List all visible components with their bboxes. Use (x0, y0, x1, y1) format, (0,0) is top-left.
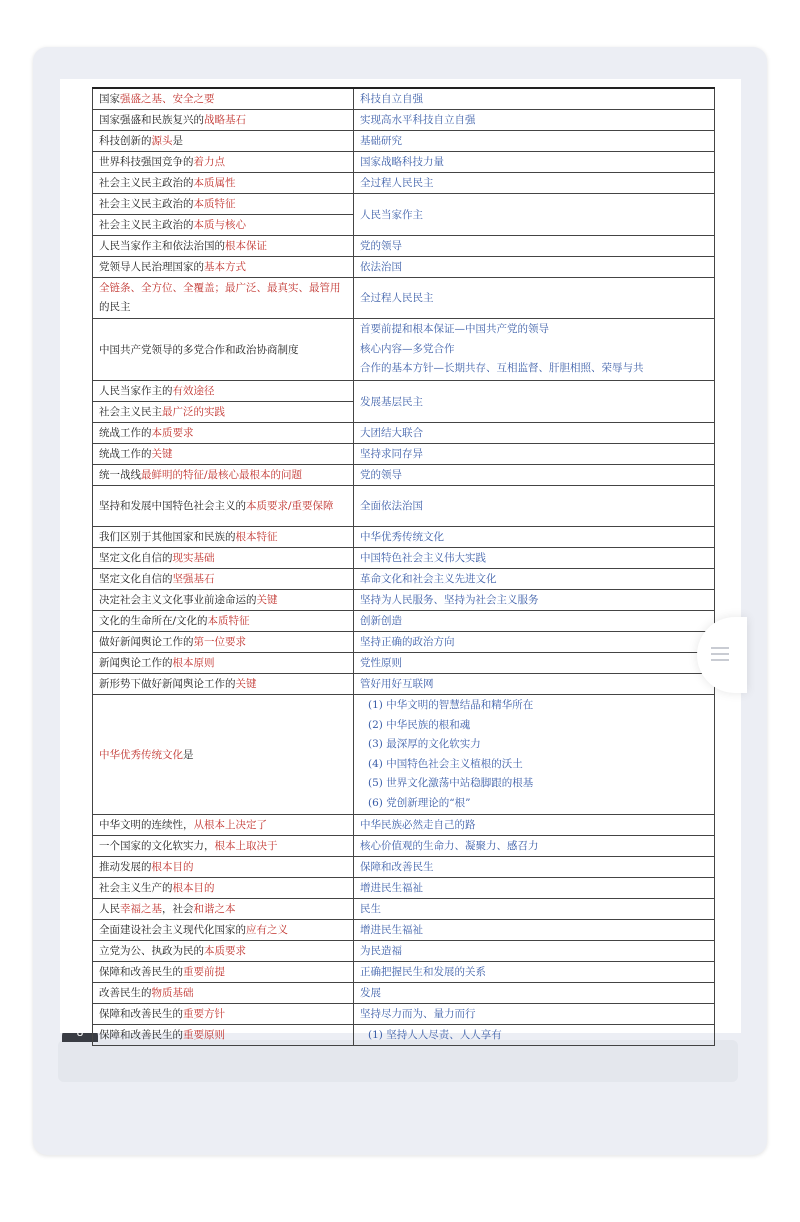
answer-cell: 增进民生福祉 (354, 920, 715, 941)
answer-cell: 中国特色社会主义伟大实践 (354, 548, 715, 569)
answer-cell (354, 319, 715, 381)
table-row (93, 465, 715, 486)
answer-cell: 保障和改善民生 (354, 857, 715, 878)
table-row (93, 1025, 715, 1046)
table-row (93, 836, 715, 857)
table-row (93, 110, 715, 131)
answer-cell: 人民当家作主 (354, 194, 715, 236)
question-cell: 坚定文化自信的坚强基石 (93, 569, 354, 590)
answer-cell: 坚持求同存异 (354, 444, 715, 465)
answer-line: (6) 党创新理论的“根” (368, 796, 471, 809)
question-cell: 中华文明的连续性，从根本上决定了 (93, 815, 354, 836)
question-cell: 我们区别于其他国家和民族的根本特征 (93, 527, 354, 548)
question-cell: 新形势下做好新闻舆论工作的关键 (93, 674, 354, 695)
question-cell: 社会主义民主政治的本质特征 (93, 194, 354, 215)
question-cell: 决定社会主义文化事业前途命运的关键 (93, 590, 354, 611)
question-cell: 保障和改善民生的重要前提 (93, 962, 354, 983)
answer-cell: 中华民族必然走自己的路 (354, 815, 715, 836)
menu-icon (711, 653, 729, 655)
qa-table (92, 87, 715, 1046)
answer-cell: 中华优秀传统文化 (354, 527, 715, 548)
question-cell: 坚定文化自信的现实基础 (93, 548, 354, 569)
question-cell: 中华优秀传统文化是 (93, 695, 354, 815)
document-page (60, 79, 741, 1041)
question-cell: 做好新闻舆论工作的第一位要求 (93, 632, 354, 653)
answer-line: 首要前提和根本保证—中国共产党的领导 (360, 323, 549, 336)
table-row (93, 236, 715, 257)
question-cell: 社会主义民主最广泛的实践 (93, 402, 354, 423)
answer-cell: 全过程人民民主 (354, 278, 715, 319)
answer-line: 核心内容—多党合作 (360, 342, 455, 355)
answer-cell: 国家战略科技力量 (354, 152, 715, 173)
question-cell: 统一战线最鲜明的特征/最核心最根本的问题 (93, 465, 354, 486)
table-row (93, 548, 715, 569)
question-cell: 国家强盛和民族复兴的战略基石 (93, 110, 354, 131)
question-cell: 立党为公、执政为民的本质要求 (93, 941, 354, 962)
question-cell: 统战工作的本质要求 (93, 423, 354, 444)
answer-cell: 创新创造 (354, 611, 715, 632)
question-cell: 文化的生命所在/文化的本质特征 (93, 611, 354, 632)
answer-line: 合作的基本方针—长期共存、互相监督、肝胆相照、荣辱与共 (360, 362, 644, 375)
table-row (93, 962, 715, 983)
table-row (93, 590, 715, 611)
answer-cell: 大团结大联合 (354, 423, 715, 444)
answer-cell: 革命文化和社会主义先进文化 (354, 569, 715, 590)
table-row (93, 423, 715, 444)
table-row (93, 486, 715, 527)
answer-cell: 基础研究 (354, 131, 715, 152)
answer-cell: 管好用好互联网 (354, 674, 715, 695)
question-cell: 人民幸福之基，社会和谐之本 (93, 899, 354, 920)
table-row (93, 257, 715, 278)
table-row (93, 878, 715, 899)
question-cell: 保障和改善民生的重要原则 (93, 1025, 354, 1046)
question-cell: 社会主义民主政治的本质属性 (93, 173, 354, 194)
question-cell: 中国共产党领导的多党合作和政治协商制度 (93, 319, 354, 381)
question-cell: 新闻舆论工作的根本原则 (93, 653, 354, 674)
table-row (93, 857, 715, 878)
answer-cell: 科技自立自强 (354, 88, 715, 110)
table-row (93, 815, 715, 836)
table-row (93, 527, 715, 548)
table-row (93, 674, 715, 695)
table-row (93, 983, 715, 1004)
answer-cell: 依法治国 (354, 257, 715, 278)
question-cell: 保障和改善民生的重要方针 (93, 1004, 354, 1025)
question-cell: 坚持和发展中国特色社会主义的本质要求/重要保障 (93, 486, 354, 527)
question-cell: 人民当家作主和依法治国的根本保证 (93, 236, 354, 257)
answer-cell: 发展基层民主 (354, 381, 715, 423)
menu-icon (711, 647, 729, 649)
answer-cell: 实现高水平科技自立自强 (354, 110, 715, 131)
table-row (93, 194, 715, 215)
answer-cell: 党的领导 (354, 236, 715, 257)
table-row (93, 173, 715, 194)
answer-line: (4) 中国特色社会主义植根的沃土 (368, 757, 523, 770)
table-row (93, 131, 715, 152)
table-row (93, 611, 715, 632)
question-cell: 科技创新的源头是 (93, 131, 354, 152)
answer-line: (3) 最深厚的文化软实力 (368, 738, 481, 750)
question-cell: 国家强盛之基、安全之要 (93, 88, 354, 110)
table-row (93, 1004, 715, 1025)
answer-cell: (1) 坚持人人尽责、人人享有 (354, 1025, 715, 1046)
answer-cell (354, 695, 715, 815)
table-row (93, 632, 715, 653)
question-cell: 全链条、全方位、全覆盖；最广泛、最真实、最管用的民主 (93, 278, 354, 319)
question-cell: 人民当家作主的有效途径 (93, 381, 354, 402)
answer-line: (1) 中华文明的智慧结晶和精华所在 (368, 699, 534, 711)
answer-cell: 党性原则 (354, 653, 715, 674)
table-row (93, 941, 715, 962)
answer-cell: 增进民生福祉 (354, 878, 715, 899)
table-row (93, 569, 715, 590)
table-row (93, 899, 715, 920)
table-row (93, 319, 715, 381)
question-cell: 全面建设社会主义现代化国家的应有之义 (93, 920, 354, 941)
answer-cell: 全面依法治国 (354, 486, 715, 527)
answer-cell: 坚持尽力而为、量力而行 (354, 1004, 715, 1025)
table-row (93, 152, 715, 173)
question-cell: 党领导人民治理国家的基本方式 (93, 257, 354, 278)
table-row (93, 88, 715, 110)
table-row (93, 920, 715, 941)
answer-line: (2) 中华民族的根和魂 (368, 718, 471, 731)
answer-cell: 核心价值观的生命力、凝聚力、感召力 (354, 836, 715, 857)
answer-cell: 发展 (354, 983, 715, 1004)
table-row (93, 381, 715, 402)
question-cell: 世界科技强国竞争的着力点 (93, 152, 354, 173)
answer-cell: 正确把握民生和发展的关系 (354, 962, 715, 983)
question-cell: 一个国家的文化软实力，根本上取决于 (93, 836, 354, 857)
answer-cell: 坚持为人民服务、坚持为社会主义服务 (354, 590, 715, 611)
table-row (93, 444, 715, 465)
answer-cell: 全过程人民民主 (354, 173, 715, 194)
answer-cell: 党的领导 (354, 465, 715, 486)
answer-cell: 为民造福 (354, 941, 715, 962)
menu-icon (711, 659, 729, 661)
question-cell: 社会主义生产的根本目的 (93, 878, 354, 899)
table-row (93, 695, 715, 815)
question-cell: 统战工作的关键 (93, 444, 354, 465)
answer-line: (5) 世界文化激荡中站稳脚跟的根基 (368, 777, 534, 789)
answer-cell: 坚持正确的政治方向 (354, 632, 715, 653)
table-row (93, 653, 715, 674)
question-cell: 社会主义民主政治的本质与核心 (93, 215, 354, 236)
question-cell: 推动发展的根本目的 (93, 857, 354, 878)
question-cell: 改善民生的物质基础 (93, 983, 354, 1004)
table-row (93, 278, 715, 319)
answer-cell: 民生 (354, 899, 715, 920)
next-page-preview[interactable] (58, 1040, 738, 1082)
